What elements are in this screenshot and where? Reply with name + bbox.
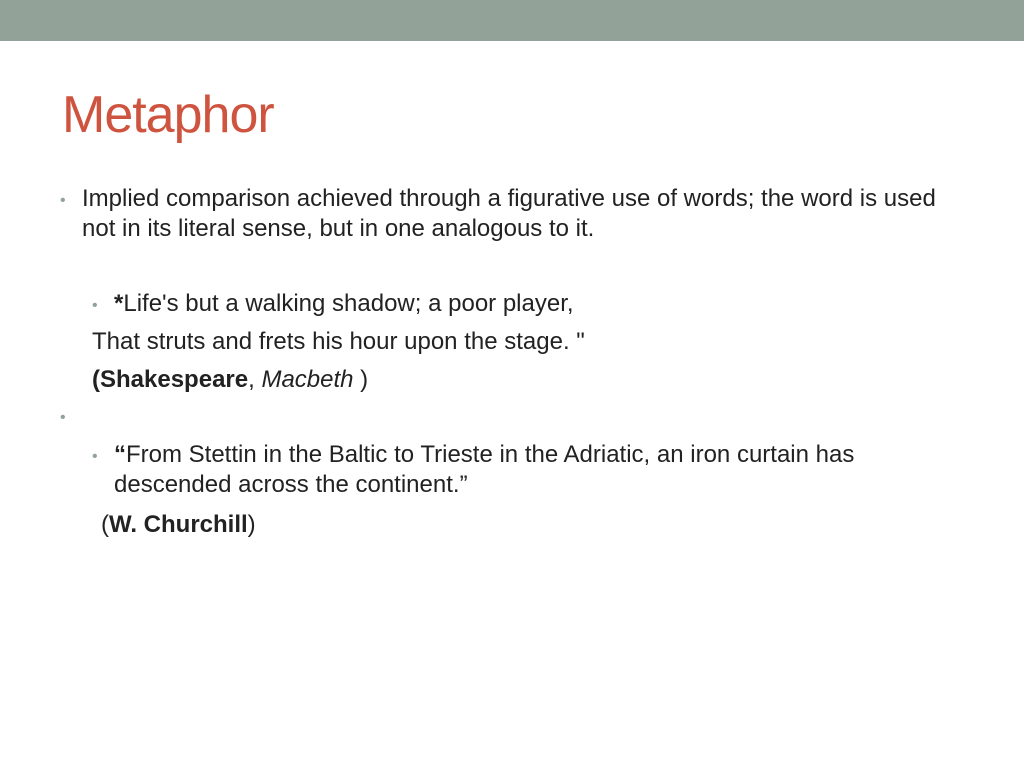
shakespeare-quote-line1 [114, 289, 954, 319]
attr-close-paren: ) [353, 366, 369, 393]
shakespeare-line1-text: Life's but a walking shadow; a poor player, [123, 290, 574, 317]
open-quote-mark: “ [114, 441, 126, 468]
shakespeare-quote-line2: That struts and frets his hour upon the stage. " [92, 328, 585, 355]
bullet-definition: • [60, 192, 66, 209]
bullet-empty: • [60, 409, 66, 426]
asterisk-marker: * [114, 290, 124, 317]
attr-close-paren-2: ) [247, 511, 256, 538]
attr-open-paren: ( [92, 366, 100, 393]
shakespeare-attribution [92, 365, 368, 395]
author-shakespeare: Shakespeare [100, 366, 249, 393]
bullet-example-shakespeare: • [92, 297, 98, 314]
work-macbeth: Macbeth [261, 366, 354, 393]
bullet-example-churchill: • [92, 448, 98, 465]
churchill-attribution [101, 510, 256, 540]
definition-text: Implied comparison achieved through a figurative use of words; the word is used not in its literal sense, but in one analogous to it. [82, 185, 936, 242]
churchill-quote-text: From Stettin in the Baltic to Trieste in the Adriatic, an iron curtain has descended across the continent.” [114, 441, 855, 498]
attr-separator: , [248, 366, 262, 393]
author-churchill: W. Churchill [109, 511, 248, 538]
top-accent-bar [0, 0, 1024, 41]
slide-title: Metaphor [62, 86, 274, 144]
attr-open-paren-2: ( [101, 511, 109, 538]
churchill-quote [114, 440, 954, 500]
